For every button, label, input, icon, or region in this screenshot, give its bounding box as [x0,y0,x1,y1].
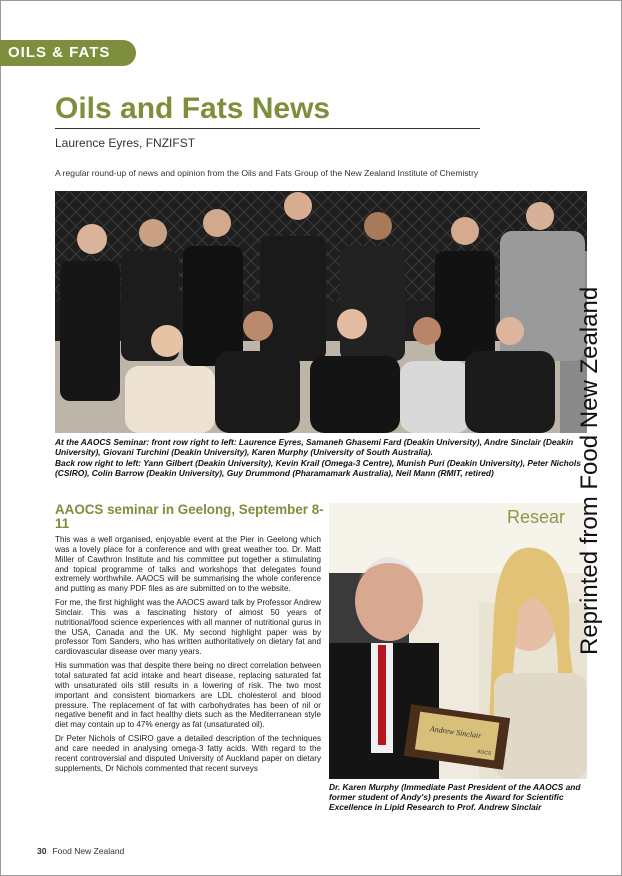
reprint-side-text: Reprinted from Food New Zealand [576,286,603,655]
page-footer [37,846,124,856]
article-paragraph: This was a well organised, enjoyable event at the Pier in Geelong which was a lovely place for a conference and with great weather too. Dr. Matt Miller of Cawthron Institute and his committee put together a stimulating and topical programme of talks and workshops that delegates found extremely worthwhile. AAOCS will be summarising the whole conference and putting as many PDF files as are submitted on to the website. [55,535,321,594]
title-rule [55,128,480,129]
group-photo-caption-back: Back row right to left: Yann Gilbert (Deakin University), Kevin Krail (Omega-3 Centre), Munish Puri (Deakin University), Peter Nichols (CSIRO), Colin Barrow (Deakin University), Guy Drummond (Pharamamark Australia), Neil Mann (RMIT, retired) [55,458,581,479]
group-photo [55,191,587,433]
page-number: 30 [37,846,47,856]
article-body [55,535,321,777]
award-photo-caption: Dr. Karen Murphy (Immediate Past President of the AAOCS and former student of Andy's) presents the Award for Scientific Excellence in Lipid Research to Prof. Andrew Sinclair [329,782,581,813]
section-tab: OILS & FATS [0,40,136,66]
page-title: Oils and Fats News [55,92,331,125]
author-byline: Laurence Eyres, FNZIFST [55,136,196,150]
article-paragraph: For me, the first highlight was the AAOCS award talk by Professor Andrew Sinclair. This was a fascinating history of almost 50 years of nutritional/food science experiences with all manner of nutritional gurus in the USA, Canada and the UK. My second highlight paper was by professor Tom Sanders, who has written authoritatively on dietary fat and cardiovascular disease over many years. [55,598,321,657]
article-paragraph: His summation was that despite there being no direct correlation between total saturated fat acid intake and heart disease, replacing saturated fat with unsaturated oils still results in a lowering of risk. The two most important and consistent biomarkers are LDL cholesterol and blood pressure. The replacement of fat with carbohydrates has been of nil or negative benefit and in fact healthy diets such as the Mediterranean style diet may contain up to 47% energy as fat (unsaturated oil). [55,661,321,730]
intro-text: A regular round-up of news and opinion from the Oils and Fats Group of the New Zealand Institute of Chemistry [55,168,479,178]
award-photo [329,503,587,779]
publication-name: Food New Zealand [52,846,125,856]
banner-text: Resear [507,507,566,527]
plaque-subtext: AOCS [476,748,492,757]
group-photo-caption-front: At the AAOCS Seminar: front row right to left: Laurence Eyres, Samaneh Ghasemi Fard (Deakin University), Andre Sinclair (Deakin University), Giovani Turchini (Deakin University), Karen Murphy (University of South Australia). [55,437,574,458]
plaque-text: Andrew Sinclair [429,724,482,741]
article-paragraph: Dr Peter Nichols of CSIRO gave a detailed description of the techniques and care needed in analysing omega-3 fatty acids. With regard to the recent controversial and disputed University of Auckland paper on dietary supplements, Dr Nichols commented that recent surveys [55,734,321,773]
article-heading: AAOCS seminar in Geelong, September 8-11 [55,502,324,531]
